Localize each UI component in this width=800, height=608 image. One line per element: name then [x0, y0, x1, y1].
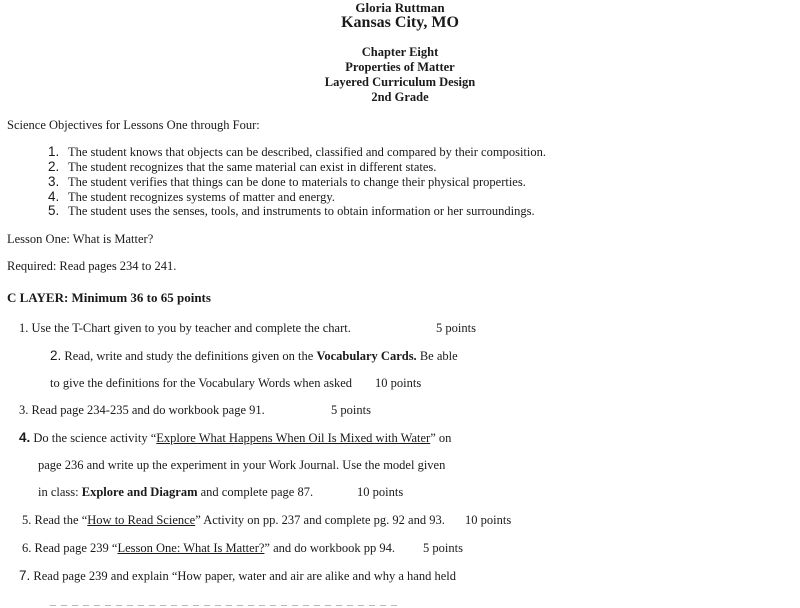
- task-text: in class:: [38, 485, 82, 499]
- objective-text: The student verifies that things can be done to materials to change their physical properties.: [68, 175, 526, 189]
- c-layer-heading: C LAYER: Minimum 36 to 65 points: [7, 290, 211, 305]
- task-item: [19, 321, 351, 336]
- task-points: 10 points: [357, 485, 404, 499]
- author-name: Gloria Ruttman: [355, 0, 445, 15]
- task-points: 5 points: [423, 541, 463, 555]
- task-text-cont: and complete page 87.: [197, 485, 314, 499]
- grade-title: 2nd Grade: [371, 90, 429, 104]
- task-text-cont: ” on: [430, 431, 452, 445]
- task-text-cont: Be able: [416, 349, 458, 363]
- task-item: [22, 541, 395, 556]
- objective-item: [48, 144, 546, 160]
- task-line: page 236 and write up the experiment in your Work Journal. Use the model given: [38, 458, 446, 472]
- lesson-title: Lesson One: What is Matter?: [7, 232, 154, 246]
- activity-link-how-to-read-science[interactable]: How to Read Science: [87, 513, 196, 527]
- task-item: [50, 348, 458, 364]
- task-item: [19, 568, 456, 584]
- vocabulary-cards: Vocabulary Cards.: [316, 349, 417, 363]
- task-text: Read page 239 and explain “How paper, water and air are alike and why a hand held: [33, 569, 456, 583]
- task-number: 7.: [19, 568, 31, 583]
- objective-number: 3.: [48, 174, 60, 189]
- task-text: Read, write and study the definitions given on the: [64, 349, 317, 363]
- task-text: Read page 234-235 and do workbook page 91.: [31, 403, 265, 417]
- author-location: Kansas City, MO: [341, 14, 459, 31]
- explore-and-diagram: Explore and Diagram: [81, 485, 198, 499]
- objectives-heading: Science Objectives for Lessons One through Four:: [7, 118, 260, 132]
- task-line: to give the definitions for the Vocabulary Words when asked: [50, 376, 353, 390]
- objective-number: 1.: [48, 144, 60, 159]
- task-text: Read the “: [34, 513, 88, 527]
- task-text: Do the science activity “: [33, 431, 157, 445]
- objective-number: 2.: [48, 159, 60, 174]
- objective-item: [48, 159, 436, 175]
- task-number: 3.: [19, 403, 29, 417]
- topic-title: Properties of Matter: [345, 60, 455, 74]
- objective-number: 5.: [48, 203, 60, 218]
- task-points: 10 points: [375, 376, 422, 390]
- design-title: Layered Curriculum Design: [324, 75, 476, 89]
- task-number: 4.: [19, 430, 31, 445]
- task-line-cut-off: _ _ _ _ _ _ _ _ _ _ _ _ _ _ _ _ _ _ _ _ _ _ _ _ _ _ _ _ _ _ _ _: [50, 593, 398, 607]
- objective-text: The student knows that objects can be described, classified and compared by their composition.: [68, 145, 546, 159]
- task-points: 5 points: [331, 403, 371, 417]
- objective-text: The student recognizes systems of matter and energy.: [68, 190, 335, 204]
- task-number: 1.: [19, 321, 29, 335]
- activity-link-what-is-matter[interactable]: Lesson One: What Is Matter?: [117, 541, 265, 555]
- required-reading: Required: Read pages 234 to 241.: [7, 259, 177, 273]
- task-text-cont: ” and do workbook pp 94.: [264, 541, 395, 555]
- task-line: [38, 485, 313, 500]
- task-number: 6.: [22, 541, 32, 555]
- objective-item: [48, 174, 526, 190]
- objective-number: 4.: [48, 189, 60, 204]
- task-text: Use the T-Chart given to you by teacher and complete the chart.: [31, 321, 351, 335]
- task-points: 10 points: [465, 513, 512, 527]
- chapter-title: Chapter Eight: [361, 45, 439, 59]
- objective-text: The student recognizes that the same material can exist in different states.: [68, 160, 437, 174]
- task-points: 5 points: [436, 321, 476, 335]
- task-text-cont: ” Activity on pp. 237 and complete pg. 92 and 93.: [195, 513, 445, 527]
- objective-text: The student uses the senses, tools, and instruments to obtain information or her surroundings.: [68, 204, 535, 218]
- task-number: 5.: [22, 513, 32, 527]
- objective-item: [48, 203, 535, 219]
- activity-link-oil-water[interactable]: Explore What Happens When Oil Is Mixed with Water: [156, 431, 431, 445]
- task-item: [19, 403, 265, 418]
- task-item: [19, 430, 451, 446]
- task-item: [22, 513, 445, 528]
- task-text: Read page 239 “: [34, 541, 118, 555]
- task-number: 2.: [50, 348, 62, 363]
